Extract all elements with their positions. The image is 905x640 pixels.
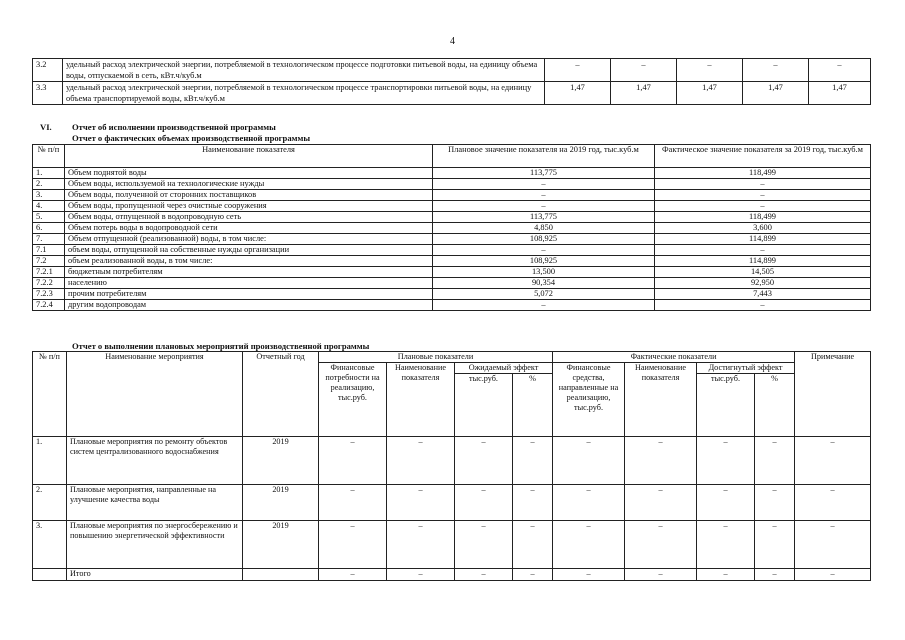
header-num: № п/п (33, 145, 65, 168)
table-header-row (33, 352, 871, 363)
table-row (33, 485, 871, 521)
row-indicator-name: Объем воды, отпущенной в водопроводную сеть (65, 212, 433, 223)
section-number: VI. (40, 122, 52, 132)
row-note: – (795, 569, 871, 581)
table-row (33, 82, 871, 105)
row-number: 3. (33, 190, 65, 201)
row-note: – (795, 437, 871, 485)
header-name: Наименование показателя (65, 145, 433, 168)
section-title: Отчет об исполнении производственной программы (72, 122, 276, 132)
header-plan-effect: Ожидаемый эффект (455, 363, 553, 374)
header-plan-indicator: Наименование показателя (387, 363, 455, 437)
row-fact-value: 114,899 (655, 234, 871, 245)
table-row (33, 201, 871, 212)
row-plan-value: 4,850 (433, 223, 655, 234)
row-number: 7.2.1 (33, 267, 65, 278)
row-plan-indicator: – (387, 437, 455, 485)
row-note: – (795, 521, 871, 569)
row-plan-indicator: – (387, 521, 455, 569)
row-plan-fin: – (319, 521, 387, 569)
header-plan-group: Плановые показатели (319, 352, 553, 363)
row-fact-value: – (655, 190, 871, 201)
row-fact-percent: – (755, 521, 795, 569)
row-number: 7.1 (33, 245, 65, 256)
table-row (33, 521, 871, 569)
row-number: 1. (33, 437, 67, 485)
row-measure-name: Итого (67, 569, 243, 581)
table-row (33, 59, 871, 82)
row-measure-name: Плановые мероприятия по энергосбережению и повышению энергетической эффективности (67, 521, 243, 569)
row-plan-fin: – (319, 569, 387, 581)
table-row (33, 289, 871, 300)
header-fact-group: Фактические показатели (553, 352, 795, 363)
header-fact: Фактическое значение показателя за 2019 год, тыс.куб.м (655, 145, 871, 168)
row-value: 1,47 (611, 82, 677, 105)
row-number: 7.2.4 (33, 300, 65, 311)
row-fact-value: 3,600 (655, 223, 871, 234)
row-fact-indicator: – (625, 521, 697, 569)
row-plan-value: – (433, 245, 655, 256)
row-number: 7.2 (33, 256, 65, 267)
row-indicator-name: другим водопроводам (65, 300, 433, 311)
row-fact-thousand-rub: – (697, 437, 755, 485)
row-fact-percent: – (755, 569, 795, 581)
table-header-row (33, 145, 871, 168)
row-note: – (795, 485, 871, 521)
row-measure-name: Плановые мероприятия по ремонту объектов систем централизованного водоснабжения (67, 437, 243, 485)
row-number: 3. (33, 521, 67, 569)
row-value: – (545, 59, 611, 82)
row-plan-thousand-rub: – (455, 437, 513, 485)
row-plan-thousand-rub: – (455, 485, 513, 521)
row-plan-value: 13,500 (433, 267, 655, 278)
row-value: – (743, 59, 809, 82)
row-fact-value: – (655, 179, 871, 190)
row-plan-percent: – (513, 521, 553, 569)
header-fact-indicator: Наименование показателя (625, 363, 697, 437)
row-plan-indicator: – (387, 569, 455, 581)
table-row (33, 256, 871, 267)
row-year: 2019 (243, 437, 319, 485)
page-number: 4 (450, 36, 455, 47)
row-number: 3.3 (33, 82, 63, 105)
row-indicator-name: удельный расход электрической энергии, потребляемой в технологическом процессе транспортировки питьевой воды, на единицу объема транспортируемой воды, кВт.ч/куб.м (63, 82, 545, 105)
row-fact-fin: – (553, 569, 625, 581)
row-fact-value: – (655, 300, 871, 311)
row-number: 7.2.3 (33, 289, 65, 300)
row-number: 7. (33, 234, 65, 245)
row-number: 7.2.2 (33, 278, 65, 289)
row-plan-percent: – (513, 569, 553, 581)
row-plan-thousand-rub: – (455, 521, 513, 569)
row-indicator-name: Объем отпущенной (реализованной) воды, в том числе: (65, 234, 433, 245)
row-fact-value: – (655, 201, 871, 212)
row-fact-thousand-rub: – (697, 521, 755, 569)
planned-measures-table (32, 351, 871, 581)
row-indicator-name: бюджетным потребителям (65, 267, 433, 278)
row-plan-indicator: – (387, 485, 455, 521)
section-subtitle-measures: Отчет о выполнении плановых мероприятий производственной программы (72, 341, 370, 351)
row-measure-name: Плановые мероприятия, направленные на улучшение качества воды (67, 485, 243, 521)
row-indicator-name: Объем воды, пропущенной через очистные сооружения (65, 201, 433, 212)
row-plan-percent: – (513, 437, 553, 485)
table-row (33, 234, 871, 245)
row-fact-fin: – (553, 485, 625, 521)
row-fact-percent: – (755, 437, 795, 485)
row-year (243, 569, 319, 581)
row-indicator-name: прочим потребителям (65, 289, 433, 300)
header-fact-thousand-rub: тыс.руб. (697, 374, 755, 437)
table-row (33, 245, 871, 256)
table-row (33, 437, 871, 485)
table-row (33, 300, 871, 311)
table-row (33, 190, 871, 201)
header-plan-thousand-rub: тыс.руб. (455, 374, 513, 437)
table-row (33, 278, 871, 289)
table-row (33, 569, 871, 581)
row-fact-fin: – (553, 521, 625, 569)
header-fact-effect: Достигнутый эффект (697, 363, 795, 374)
row-fact-indicator: – (625, 569, 697, 581)
row-plan-value: – (433, 201, 655, 212)
row-indicator-name: Объем воды, используемой на технологические нужды (65, 179, 433, 190)
production-volumes-table (32, 144, 871, 311)
row-fact-value: 114,899 (655, 256, 871, 267)
row-plan-value: 5,072 (433, 289, 655, 300)
row-number: 6. (33, 223, 65, 234)
header-measure-name: Наименование мероприятия (67, 352, 243, 437)
row-plan-thousand-rub: – (455, 569, 513, 581)
table-row (33, 168, 871, 179)
row-number: 1. (33, 168, 65, 179)
row-value: – (677, 59, 743, 82)
header-year: Отчетный год (243, 352, 319, 437)
row-year: 2019 (243, 521, 319, 569)
row-value: – (809, 59, 871, 82)
header-plan-fin: Финансовые потребности на реализацию, тыс.руб. (319, 363, 387, 437)
row-value: 1,47 (809, 82, 871, 105)
table-row (33, 267, 871, 278)
row-indicator-name: Объем воды, полученной от сторонних поставщиков (65, 190, 433, 201)
header-fact-fin: Финансовые средства, направленные на реализацию, тыс.руб. (553, 363, 625, 437)
row-fact-value: – (655, 245, 871, 256)
row-plan-value: – (433, 179, 655, 190)
header-plan-percent: % (513, 374, 553, 437)
row-indicator-name: удельный расход электрической энергии, потребляемой в технологическом процессе подготовки питьевой воды, на единицу объема воды, отпускаемой в сеть, кВт.ч/куб.м (63, 59, 545, 82)
row-number: 4. (33, 201, 65, 212)
header-num: № п/п (33, 352, 67, 437)
row-plan-value: – (433, 190, 655, 201)
row-year: 2019 (243, 485, 319, 521)
table-row (33, 223, 871, 234)
row-plan-value: 108,925 (433, 234, 655, 245)
row-indicator-name: объем реализованной воды, в том числе: (65, 256, 433, 267)
row-plan-percent: – (513, 485, 553, 521)
row-indicator-name: объем воды, отпущенной на собственные нужды организации (65, 245, 433, 256)
row-value: 1,47 (743, 82, 809, 105)
header-fact-percent: % (755, 374, 795, 437)
row-fact-indicator: – (625, 485, 697, 521)
row-plan-value: 113,775 (433, 168, 655, 179)
row-fact-fin: – (553, 437, 625, 485)
section-subtitle-volumes: Отчет о фактических объемах производственной программы (72, 133, 311, 143)
row-number (33, 569, 67, 581)
row-number: 2. (33, 179, 65, 190)
row-indicator-name: населению (65, 278, 433, 289)
row-plan-fin: – (319, 485, 387, 521)
row-plan-value: – (433, 300, 655, 311)
row-plan-value: 108,925 (433, 256, 655, 267)
table-row (33, 212, 871, 223)
header-note: Примечание (795, 352, 871, 437)
row-value: 1,47 (677, 82, 743, 105)
row-fact-indicator: – (625, 437, 697, 485)
row-plan-value: 90,354 (433, 278, 655, 289)
row-value: 1,47 (545, 82, 611, 105)
row-indicator-name: Объем потерь воды в водопроводной сети (65, 223, 433, 234)
row-plan-value: 113,775 (433, 212, 655, 223)
header-plan: Плановое значение показателя на 2019 год, тыс.куб.м (433, 145, 655, 168)
row-value: – (611, 59, 677, 82)
row-number: 3.2 (33, 59, 63, 82)
row-fact-value: 7,443 (655, 289, 871, 300)
row-fact-thousand-rub: – (697, 485, 755, 521)
row-number: 5. (33, 212, 65, 223)
row-fact-percent: – (755, 485, 795, 521)
row-plan-fin: – (319, 437, 387, 485)
row-fact-thousand-rub: – (697, 569, 755, 581)
row-number: 2. (33, 485, 67, 521)
row-indicator-name: Объем поднятой воды (65, 168, 433, 179)
row-fact-value: 118,499 (655, 168, 871, 179)
row-fact-value: 92,950 (655, 278, 871, 289)
row-fact-value: 14,505 (655, 267, 871, 278)
energy-consumption-table (32, 58, 871, 105)
table-row (33, 179, 871, 190)
row-fact-value: 118,499 (655, 212, 871, 223)
